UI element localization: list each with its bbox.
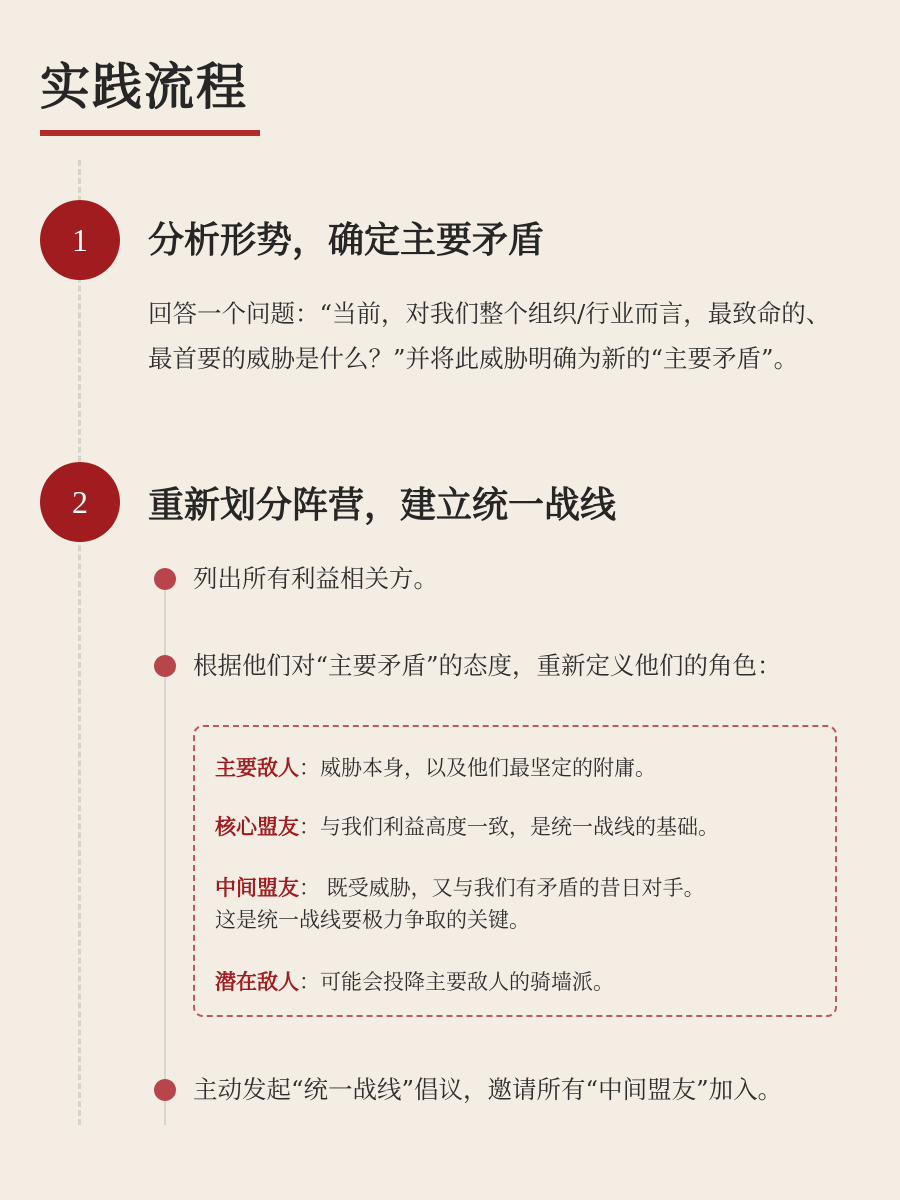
role-description: ：威胁本身，以及他们最坚定的附庸。 bbox=[299, 756, 656, 780]
role-term: 潜在敌人 bbox=[215, 969, 299, 994]
bullet-redefine-roles: 根据他们对“主要矛盾”的态度，重新定义他们的角色： bbox=[193, 651, 782, 680]
step-1-title: 分析形势，确定主要矛盾 bbox=[148, 219, 545, 261]
step-1-description: 回答一个问题：“当前，对我们整个组织/行业而言，最致命的、最首要的威胁是什么？”并将此威胁明确为新的“主要矛盾”。 bbox=[148, 299, 831, 373]
role-description: ：与我们利益高度一致，是统一战线的基础。 bbox=[299, 815, 719, 839]
role-core-ally bbox=[215, 811, 719, 843]
role-main-enemy bbox=[215, 752, 656, 784]
bullet-dot bbox=[154, 568, 176, 590]
role-description: ： 既受威胁，又与我们有矛盾的昔日对手。 bbox=[299, 876, 705, 900]
title-underline bbox=[40, 130, 260, 136]
bullet-list-stakeholders: 列出所有利益相关方。 bbox=[193, 564, 438, 593]
timeline-line bbox=[78, 160, 81, 1125]
step-2-number-badge: 2 bbox=[40, 462, 120, 542]
role-term: 主要敌人 bbox=[215, 755, 299, 780]
role-term: 核心盟友 bbox=[215, 814, 299, 839]
page-title: 实践流程 bbox=[40, 57, 248, 116]
step-2-title: 重新划分阵营，建立统一战线 bbox=[148, 484, 617, 526]
bullet-dot bbox=[154, 1079, 176, 1101]
role-term: 中间盟友 bbox=[215, 875, 299, 900]
bullet-dot bbox=[154, 655, 176, 677]
role-middle-ally bbox=[215, 872, 705, 936]
bullet-launch-united-front: 主动发起“统一战线”倡议，邀请所有“中间盟友”加入。 bbox=[193, 1075, 783, 1104]
step-1-number-badge: 1 bbox=[40, 200, 120, 280]
role-description: ：可能会投降主要敌人的骑墙派。 bbox=[299, 970, 614, 994]
role-description-continued: 这是统一战线要极力争取的关键。 bbox=[215, 908, 530, 932]
role-potential-enemy bbox=[215, 966, 614, 998]
